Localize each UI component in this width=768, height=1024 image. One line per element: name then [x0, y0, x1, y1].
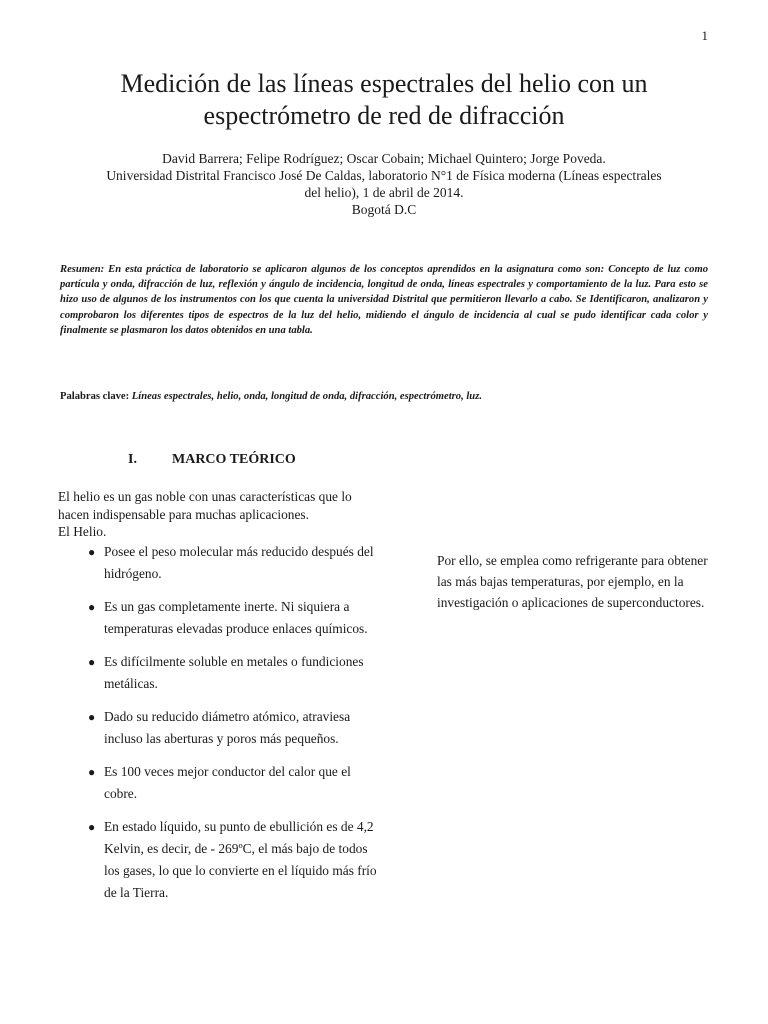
keywords-text: Líneas espectrales, helio, onda, longitud de onda, difracción, espectrómetro, luz.: [131, 391, 482, 402]
bullet-icon: ●: [88, 709, 96, 724]
right-column-paragraph: Por ello, se emplea como refrigerante para obtener las más bajas temperaturas, por ejemplo, en la investigación o aplicaciones de superconductores.: [437, 553, 708, 610]
list-item: [58, 706, 378, 750]
bullet-icon: ●: [88, 544, 96, 559]
bullet-icon: ●: [88, 654, 96, 669]
keywords-label: Palabras clave:: [60, 391, 130, 402]
bullet-icon: ●: [88, 764, 96, 779]
list-item: [58, 761, 378, 805]
page-number: 1: [701, 28, 708, 43]
abstract: Resumen: En esta práctica de laboratorio se aplicaron algunos de los conceptos aprendidos en la asignatura como son: Concepto de luz como partícula y onda, difracción de luz, reflexión y ángulo de incidencia, longitud de onda, líneas espectrales y comportamiento de la luz. Para esto se hizo uso de algunos de los instrumentos con los que cuenta la universidad Distrital que permitieron llevarlo a cabo. Se Identificaron, analizaron y comprobaron los diferentes tipos de espectros de la luz del helio, midiendo el ángulo de incidencia al cual se pudo identificar cada color y finalmente se plasmaron los datos obtenidos en una tabla.: [60, 264, 708, 336]
list-item-text: Es 100 veces mejor conductor del calor que el cobre.: [104, 763, 351, 801]
list-item-text: En estado líquido, su punto de ebullición es de 4,2 Kelvin, es decir, de - 269ºC, el más bajo de todos los gases, lo que lo convierte en el líquido más frío de la Tierra.: [104, 818, 377, 900]
author-list: David Barrera; Felipe Rodríguez; Oscar Cobain; Michael Quintero; Jorge Poveda.: [162, 151, 606, 166]
bullet-icon: ●: [88, 819, 96, 834]
list-item: [58, 816, 378, 904]
list-item: [58, 651, 378, 695]
list-item: [58, 596, 378, 640]
keywords: [60, 389, 708, 404]
location: Bogotá D.C: [351, 202, 417, 217]
list-item: [58, 541, 378, 585]
property-list: [58, 541, 378, 904]
section-heading: [128, 452, 296, 468]
intro-subject: El Helio.: [58, 524, 107, 539]
list-item-text: Es un gas completamente inerte. Ni siquiera a temperaturas elevadas produce enlaces químicos.: [104, 598, 368, 636]
list-item-text: Dado su reducido diámetro atómico, atraviesa incluso las aberturas y poros más pequeños.: [104, 708, 351, 746]
intro-sentence: El helio es un gas noble con unas características que lo hacen indispensable para muchas aplicaciones.: [58, 489, 352, 522]
section-title: MARCO TEÓRICO: [172, 452, 296, 467]
intro-paragraph: [58, 488, 378, 541]
list-item-text: Posee el peso molecular más reducido después del hidrógeno.: [104, 543, 374, 581]
paper-title: Medición de las líneas espectrales del helio con un espectrómetro de red de difracción: [120, 69, 648, 130]
author-block: [100, 150, 668, 218]
left-column: [58, 488, 378, 915]
list-item-text: Es difícilmente soluble en metales o fundiciones metálicas.: [104, 653, 364, 691]
affiliation: Universidad Distrital Francisco José De Caldas, laboratorio N°1 de Física moderna (Líneas espectrales del helio), 1 de abril de 2014.: [106, 168, 662, 200]
section-number: I.: [128, 452, 137, 467]
bullet-icon: ●: [88, 599, 96, 614]
